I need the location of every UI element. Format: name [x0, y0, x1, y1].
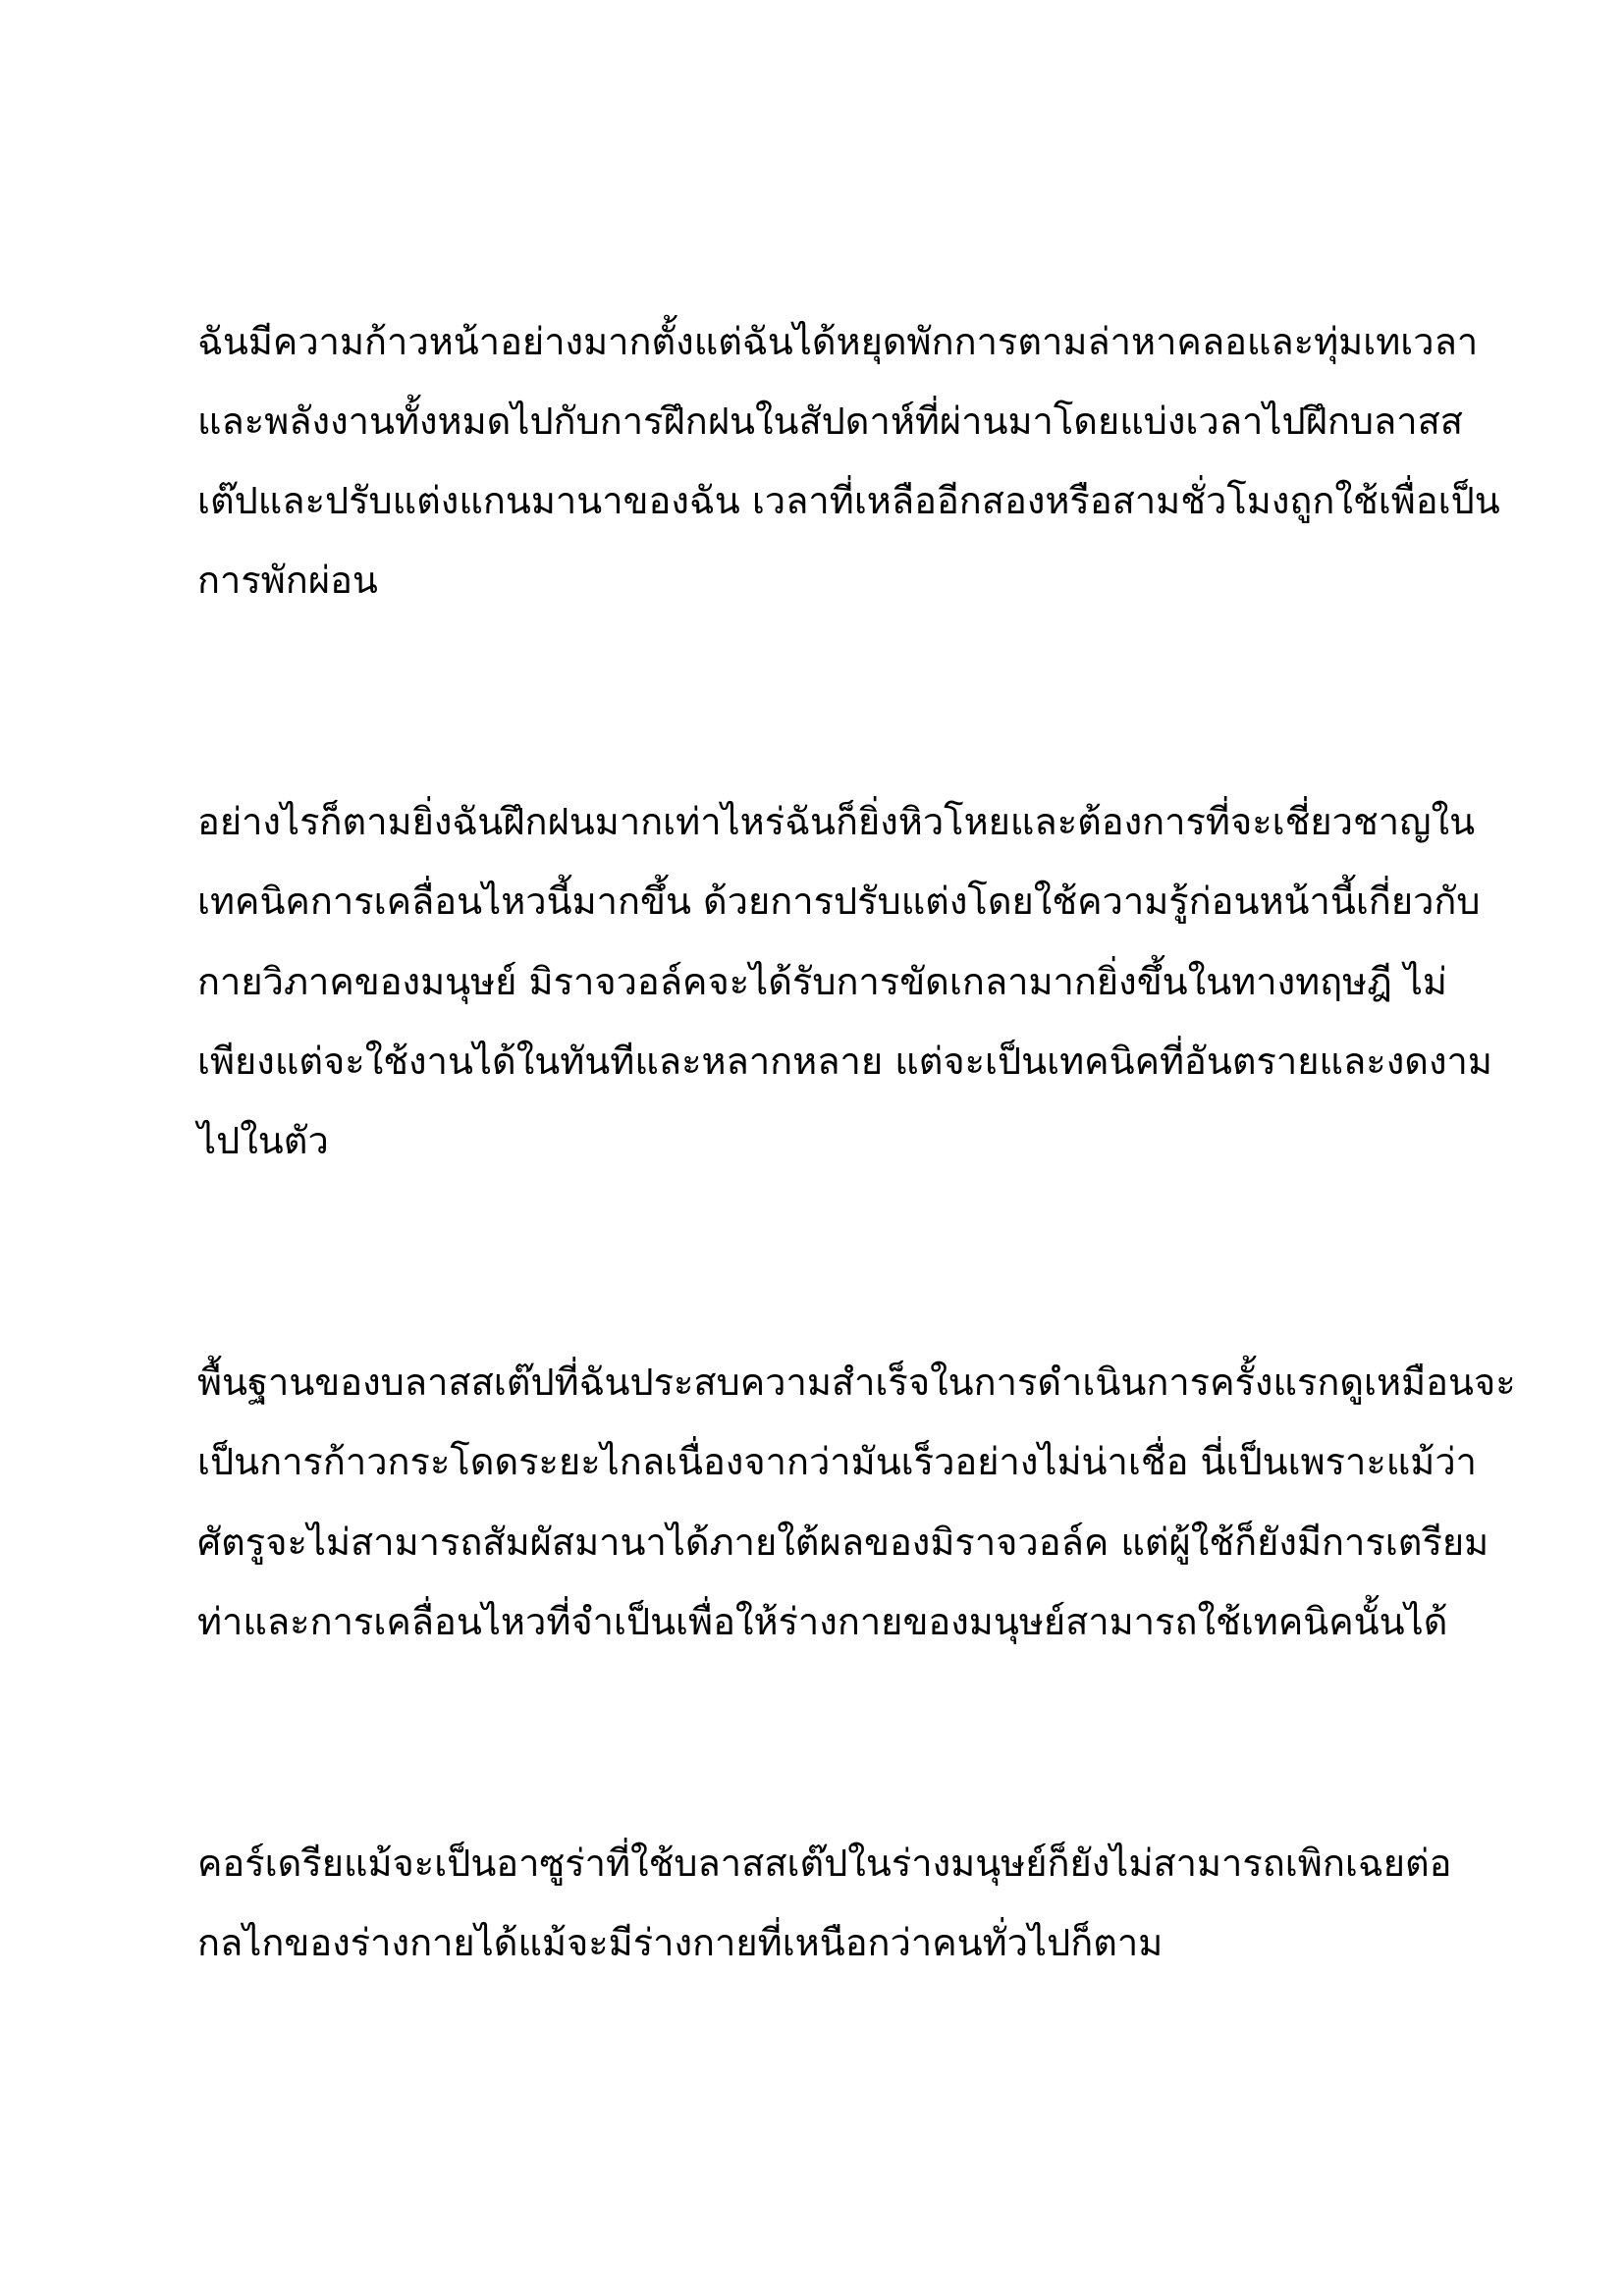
- paragraph-line: อย่างไรก็ตามยิ่งฉันฝึกฝนมากเท่าไหร่ฉันก็ยิ่งหิวโหยและต้องการที่จะเชี่ยวชาญใน: [197, 800, 1476, 843]
- paragraph-line: ไปในตัว: [197, 1119, 329, 1162]
- paragraph-line: เต๊ปและปรับแต่งแกนมานาของฉัน เวลาที่เหลืออีกสองหรือสามชั่วโมงถูกใช้เพื่อเป็น: [197, 479, 1500, 522]
- paragraph-line: กลไกของร่างกายได้แม้จะมีร่างกายที่เหนือกว่าคนทั่วไปก็ตาม: [197, 1921, 1164, 1964]
- paragraph-line: เป็นการก้าวกระโดดระยะไกลเนื่องจากว่ามันเร็วอย่างไม่น่าเชื่อ นี่เป็นเพราะแม้ว่า: [197, 1440, 1478, 1483]
- paragraph-line: และพลังงานทั้งหมดไปกับการฝึกฝนในสัปดาห์ที่ผ่านมาโดยแบ่งเวลาไปฝึกบลาสส: [197, 400, 1463, 443]
- paragraph-line: การพักผ่อน: [197, 559, 378, 602]
- paragraph-line: ศัตรูจะไม่สามารถสัมผัสมานาได้ภายใต้ผลของมิราจวอล์ค แต่ผู้ใช้ก็ยังมีการเตรียม: [197, 1521, 1489, 1564]
- paragraph-line: คอร์เดรียแม้จะเป็นอาซูร่าที่ใช้บลาสสเต๊ปในร่างมนุษย์ก็ยังไม่สามารถเพิกเฉยต่อ: [197, 1842, 1452, 1885]
- paragraph-line: เทคนิคการเคลื่อนไหวนี้มากขึ้น ด้วยการปรับแต่งโดยใช้ความรู้ก่อนหน้านี้เกี่ยวกับ: [197, 880, 1481, 923]
- paragraph-line: ฉันมีความก้าวหน้าอย่างมากตั้งแต่ฉันได้หยุดพักการตามล่าหาคลอและทุ่มเทเวลา: [197, 320, 1479, 363]
- paragraph-line: กายวิภาคของมนุษย์ มิราจวอล์คจะได้รับการขัดเกลามากยิ่งขึ้นในทางทฤษฎี ไม่: [197, 960, 1447, 1003]
- paragraph-line: ท่าและการเคลื่อนไหวที่จำเป็นเพื่อให้ร่างกายของมนุษย์สามารถใช้เทคนิคนั้นได้: [197, 1600, 1448, 1643]
- paragraph-line: พื้นฐานของบลาสสเต๊ปที่ฉันประสบความสำเร็จในการดำเนินการครั้งแรกดูเหมือนจะ: [197, 1361, 1516, 1404]
- paragraph-line: เพียงแต่จะใช้งานได้ในทันทีและหลากหลาย แต่จะเป็นเทคนิคที่อันตรายและงดงาม: [197, 1040, 1492, 1083]
